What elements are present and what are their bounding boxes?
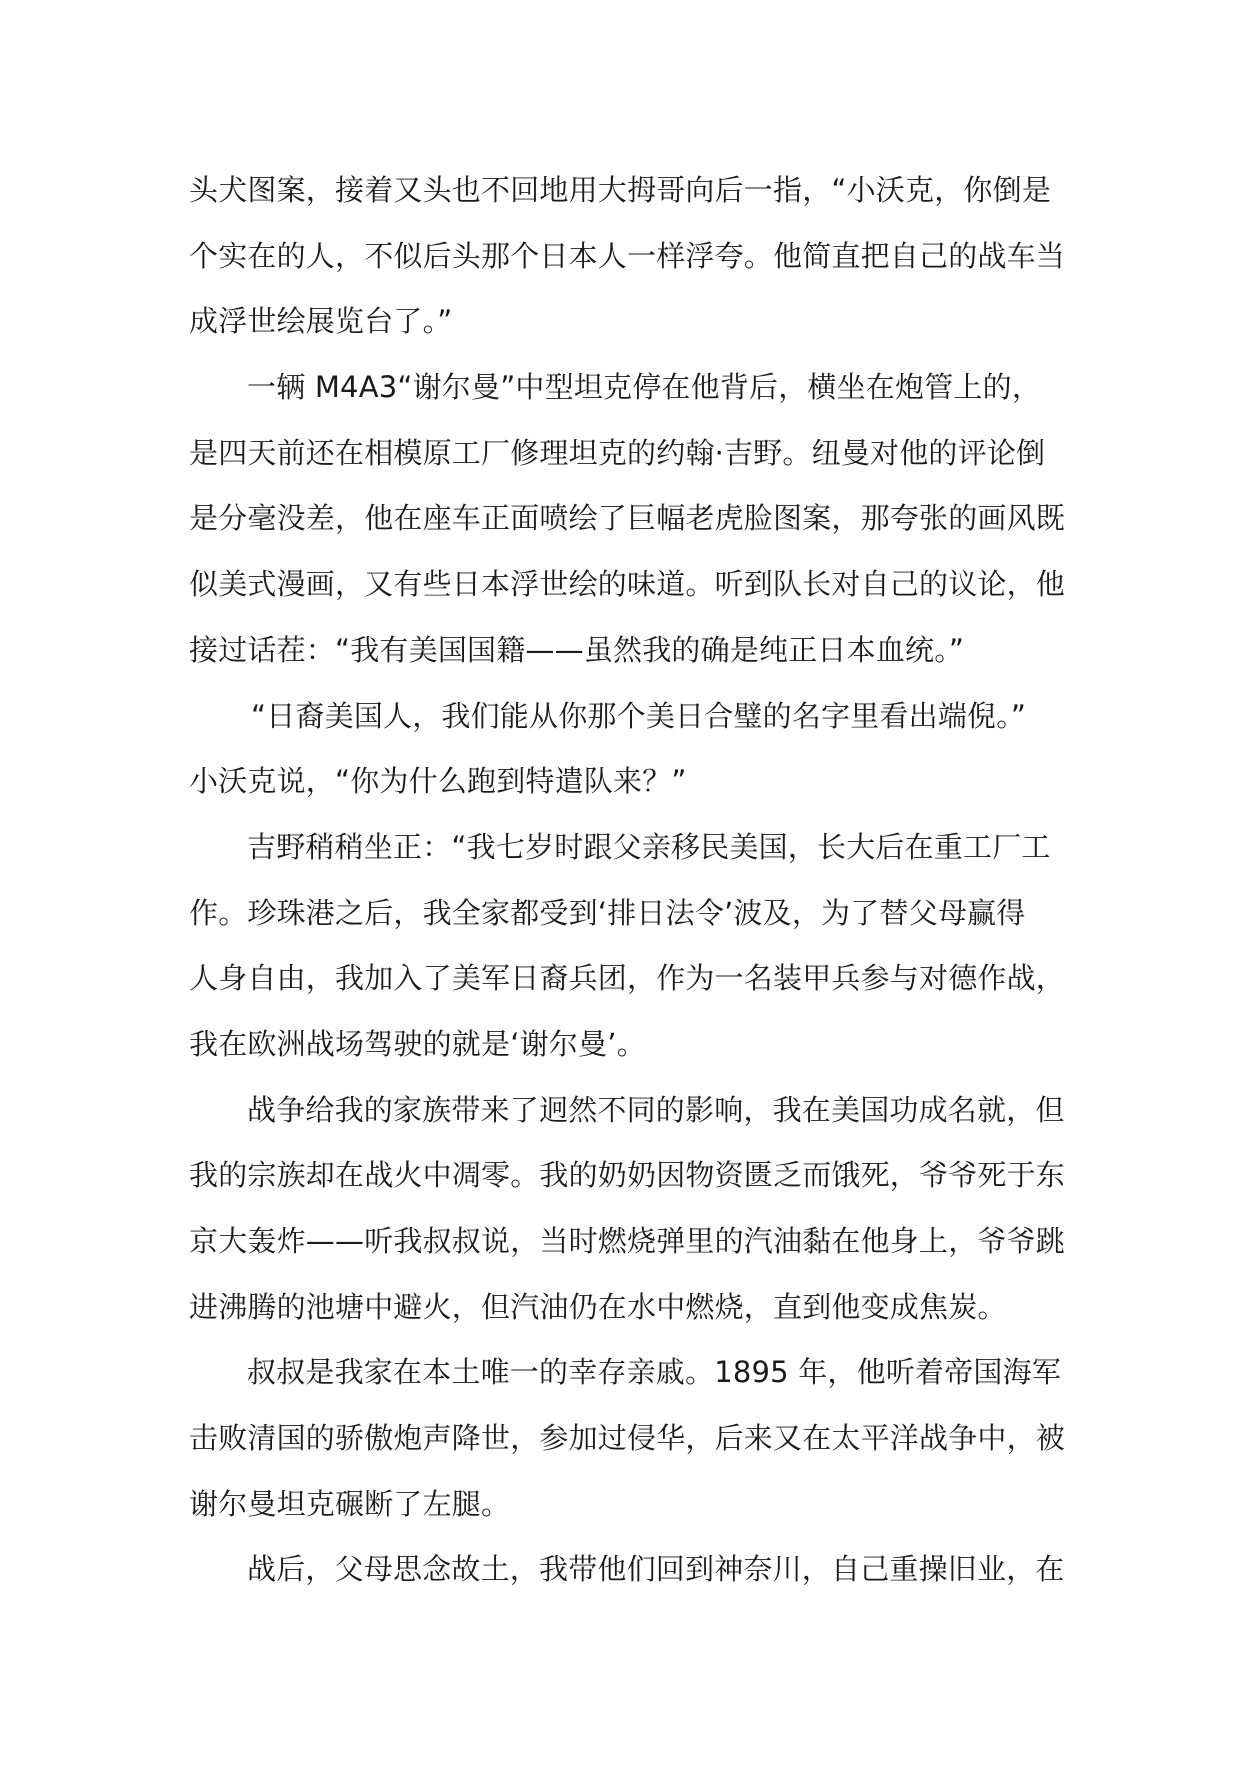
paragraph-start-line: 战后，父母思念故土，我带他们回到神奈川，自己重操旧业，在 <box>247 1552 1065 1587</box>
text-line: 似美式漫画，又有些日本浮世绘的味道。听到队长对自己的议论，他 <box>189 567 1066 602</box>
paragraph-start-line: “日裔美国人，我们能从你那个美日合璧的名字里看出端倪。” <box>251 698 1027 733</box>
text-line: 接过话茬：“我有美国国籍——虽然我的确是纯正日本血统。” <box>189 632 965 667</box>
text-line: 个实在的人，不似后头那个日本人一样浮夸。他简直把自己的战车当 <box>189 238 1066 273</box>
text-line: 击败清国的骄傲炮声降世，参加过侵华，后来又在太平洋战争中，被 <box>189 1421 1066 1456</box>
paragraph-start-line: 吉野稍稍坐正：“我七岁时跟父亲移民美国，长大后在重工厂工 <box>247 829 1051 864</box>
paragraph-start-line: 叔叔是我家在本土唯一的幸存亲戚。1895 年，他听着帝国海军 <box>247 1355 1062 1390</box>
text-line: 是分毫没差，他在座车正面喷绘了巨幅老虎脸图案，那夸张的画风既 <box>189 501 1066 536</box>
text-line: 人身自由，我加入了美军日裔兵团，作为一名装甲兵参与对德作战， <box>189 961 1066 996</box>
text-line: 进沸腾的池塘中避火，但汽油仍在水中燃烧，直到他变成焦炭。 <box>189 1289 1007 1324</box>
text-line: 作。珍珠港之后，我全家都受到‘排日法令’波及，为了替父母赢得 <box>189 895 1026 930</box>
text-line: 京大轰炸——听我叔叔说，当时燃烧弹里的汽油黏在他身上，爷爷跳 <box>189 1224 1066 1258</box>
text-line: 我在欧洲战场驾驶的就是‘谢尔曼’。 <box>189 1026 646 1061</box>
text-line: 是四天前还在相模原工厂修理坦克的约翰·吉野。纽曼对他的评论倒 <box>189 435 1046 470</box>
text-line: 成浮世绘展览台了。” <box>189 304 453 339</box>
paragraph-start-line: 战争给我的家族带来了迥然不同的影响，我在美国功成名就，但 <box>247 1092 1065 1127</box>
text-line: 谢尔曼坦克碾断了左腿。 <box>189 1486 511 1521</box>
text-line: 小沃克说，“你为什么跑到特遣队来？” <box>189 764 687 799</box>
text-line: 头犬图案，接着又头也不回地用大拇哥向后一指，“小沃克，你倒是 <box>189 173 1052 207</box>
paragraph-start-line: 一辆 M4A3“谢尔曼”中型坦克停在他背后，横坐在炮管上的， <box>247 370 1042 405</box>
body-text <box>189 158 1069 1603</box>
text-line: 我的宗族却在战火中凋零。我的奶奶因物资匮乏而饿死，爷爷死于东 <box>189 1158 1066 1193</box>
